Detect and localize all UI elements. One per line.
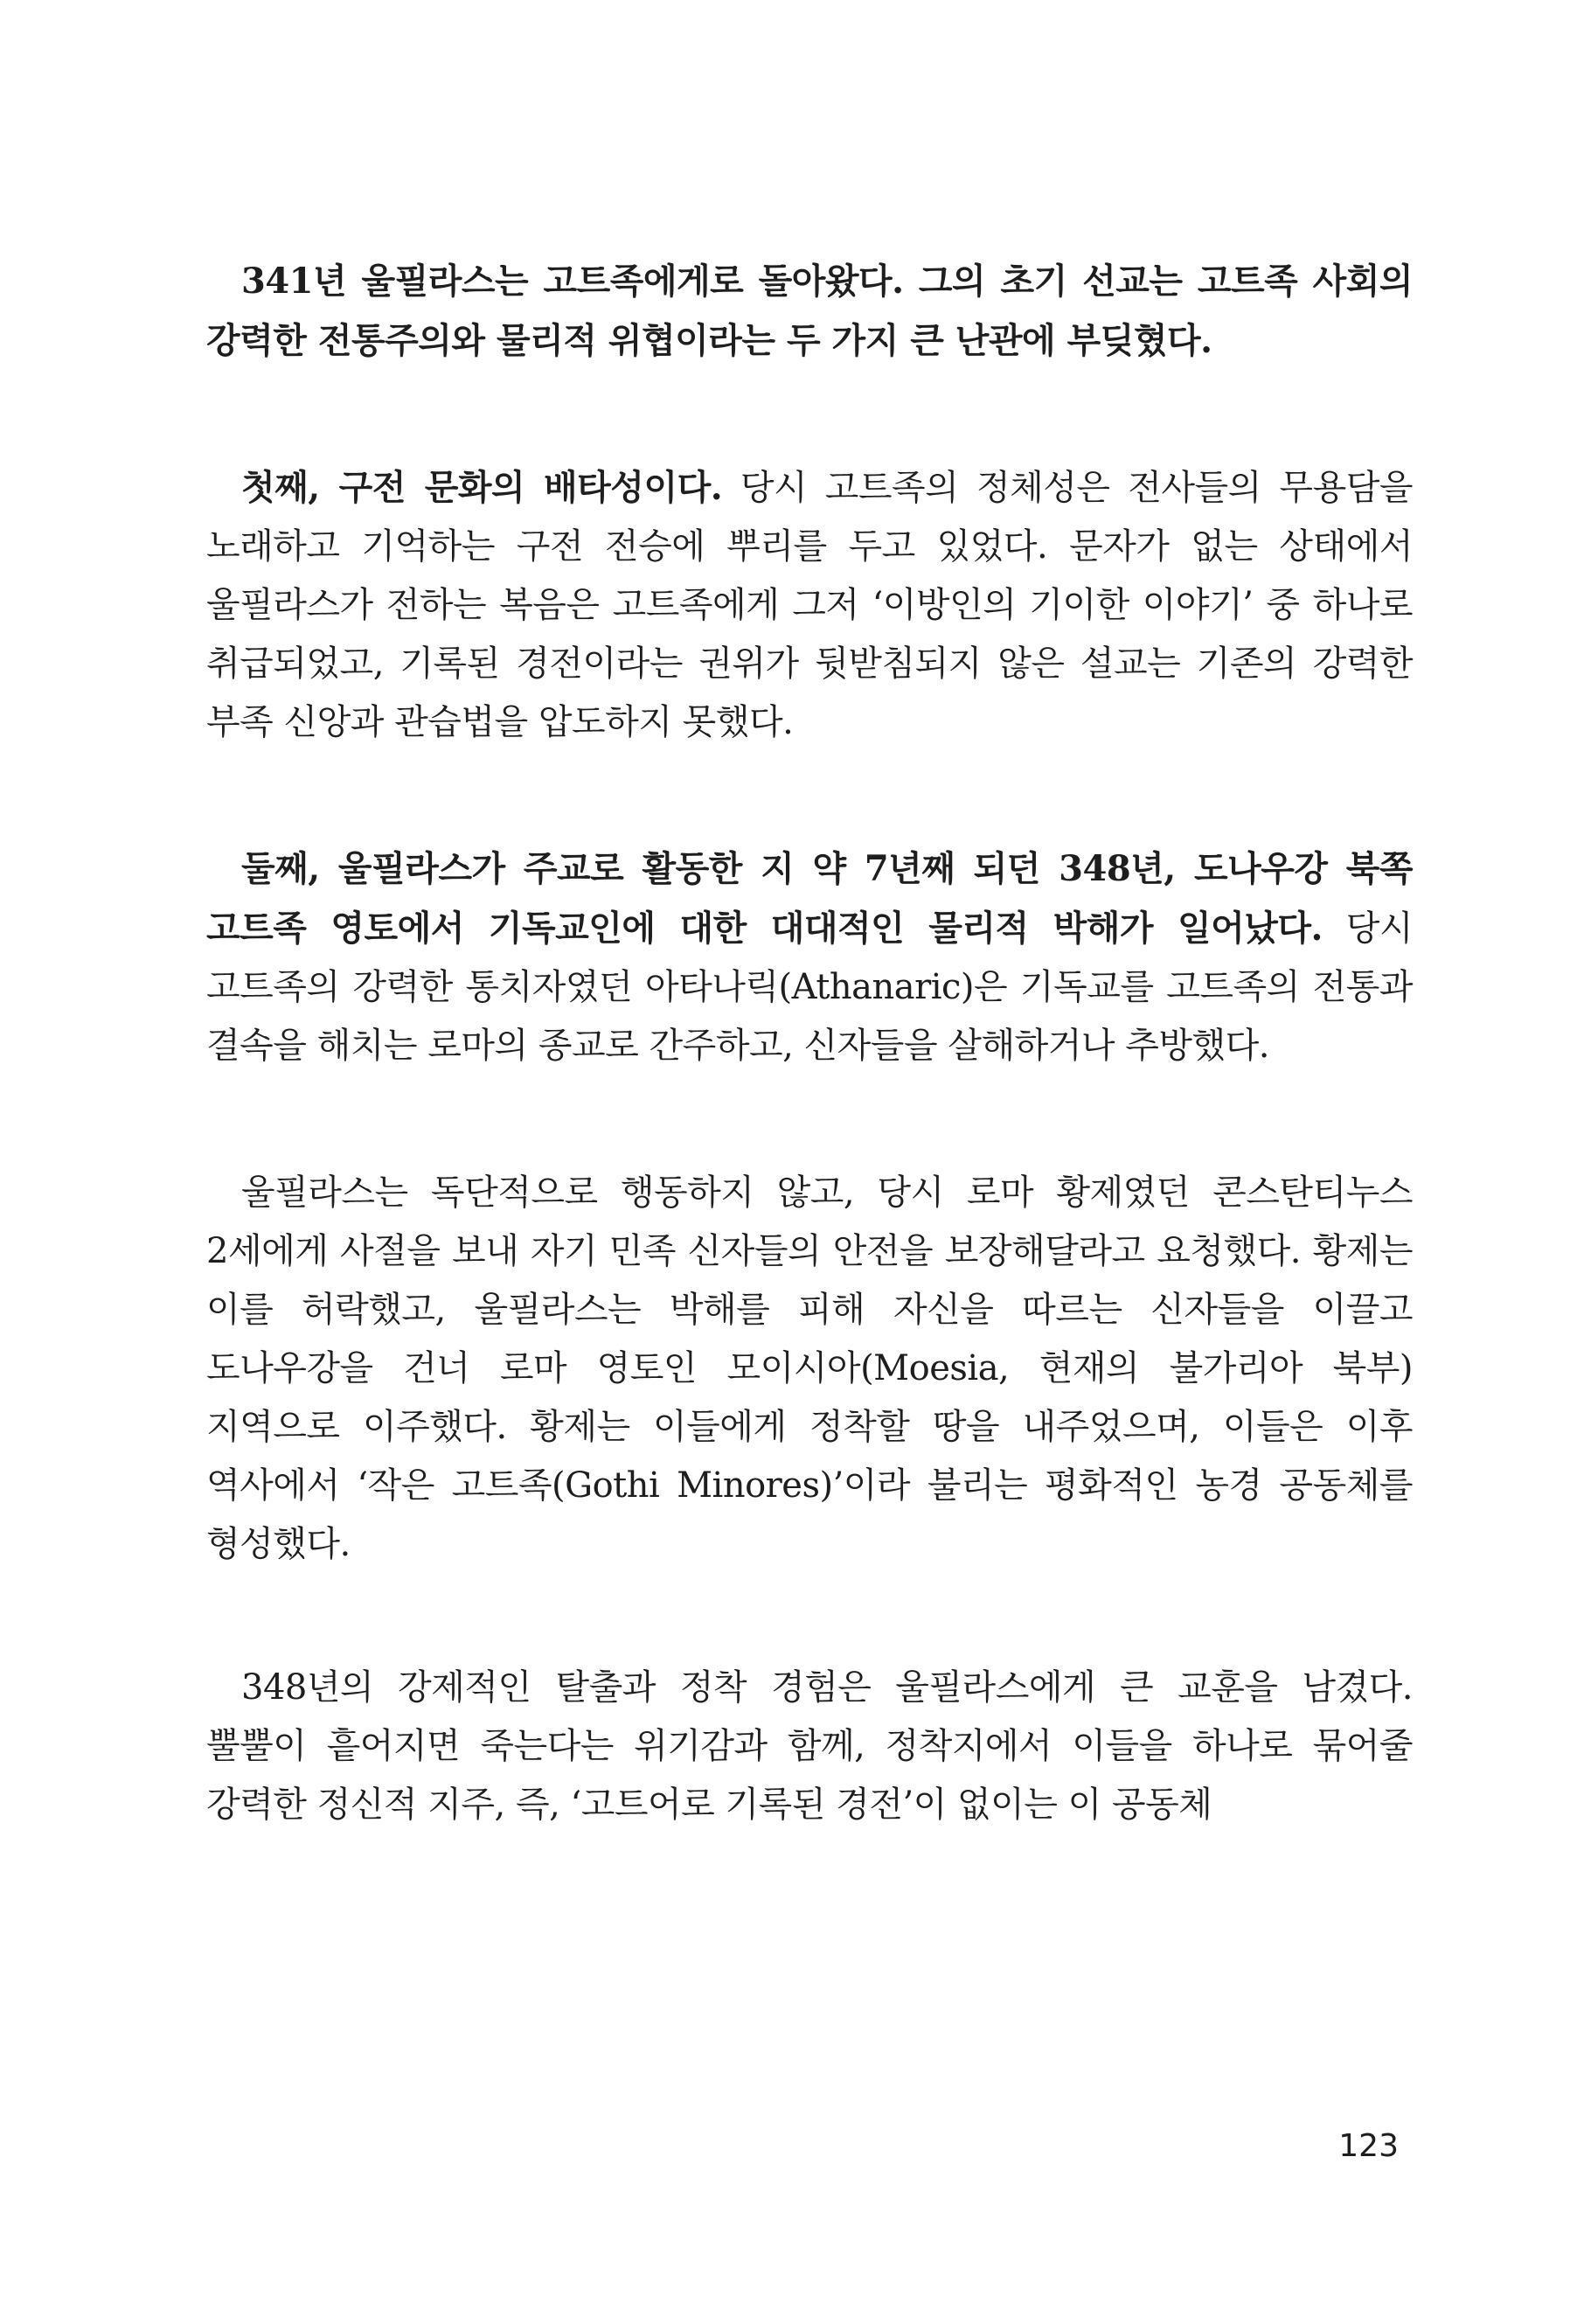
paragraph-4-text: 울필라스는 독단적으로 행동하지 않고, 당시 로마 황제였던 콘스탄티누스 2세에게 사절을 보내 자기 민족 신자들의 안전을 보장해달라고 요청했다. 황제는 이를 허락했고, 울필라스는 박해를 피해 자신을 따르는 신자들을 이끌고 도나우강을 건너 로마 영토인 모이시아(Moesia, 현재의 불가리아 북부) 지역으로 이주했다. 황제는 이들에게 정착할 땅을 내주었으며, 이들은 이후 역사에서 ‘작은 고트족(Gothi Minores)’이라 불리는 평화적인 농경 공동체를 형성했다. — [206, 1172, 1413, 1564]
paragraph-2-bold: 첫째, 구전 문화의 배타성이다. — [241, 467, 723, 508]
paragraph-3-text: 당시 고트족의 강력한 통치자였던 아타나릭(Athanaric)은 기독교를 고트족의 전통과 결속을 해치는 로마의 종교로 간주하고, 신자들을 살해하거나 추방했다. — [206, 908, 1414, 1066]
paragraph-5 — [206, 1658, 1413, 1834]
paragraph-1-bold: 341년 울필라스는 고트족에게로 돌아왔다. 그의 초기 선교는 고트족 사회의 강력한 전통주의와 물리적 위협이라는 두 가지 큰 난관에 부딪혔다. — [206, 261, 1413, 361]
paragraph-3-bold: 둘째, 울필라스가 주교로 활동한 지 약 7년째 되던 348년, 도나우강 북쪽 고트족 영토에서 기독교인에 대한 대대적인 물리적 박해가 일어났다. — [206, 848, 1413, 949]
page-body — [206, 252, 1413, 1922]
paragraph-2-text: 당시 고트족의 정체성은 전사들의 무용담을 노래하고 기억하는 구전 전승에 뿌리를 두고 있었다. 문자가 없는 상태에서 울필라스가 전하는 복음은 고트족에게 그저 ‘이방인의 기이한 이야기’ 중 하나로 취급되었고, 기록된 경전이라는 권위가 뒷받침되지 않은 설교는 기존의 강력한 부족 신앙과 관습법을 압도하지 못했다. — [206, 468, 1413, 742]
paragraph-1 — [206, 252, 1413, 371]
paragraph-5-text: 348년의 강제적인 탈출과 정착 경험은 울필라스에게 큰 교훈을 남겼다. 뿔뿔이 흩어지면 죽는다는 위기감과 함께, 정착지에서 이들을 하나로 묶어줄 강력한 정신적 지주, 즉, ‘고트어로 기록된 경전’이 없이는 이 공동체 — [206, 1667, 1413, 1825]
paragraph-4 — [206, 1163, 1413, 1574]
page-number: 123 — [1338, 2128, 1399, 2164]
paragraph-2 — [206, 458, 1413, 752]
paragraph-3 — [206, 839, 1413, 1075]
